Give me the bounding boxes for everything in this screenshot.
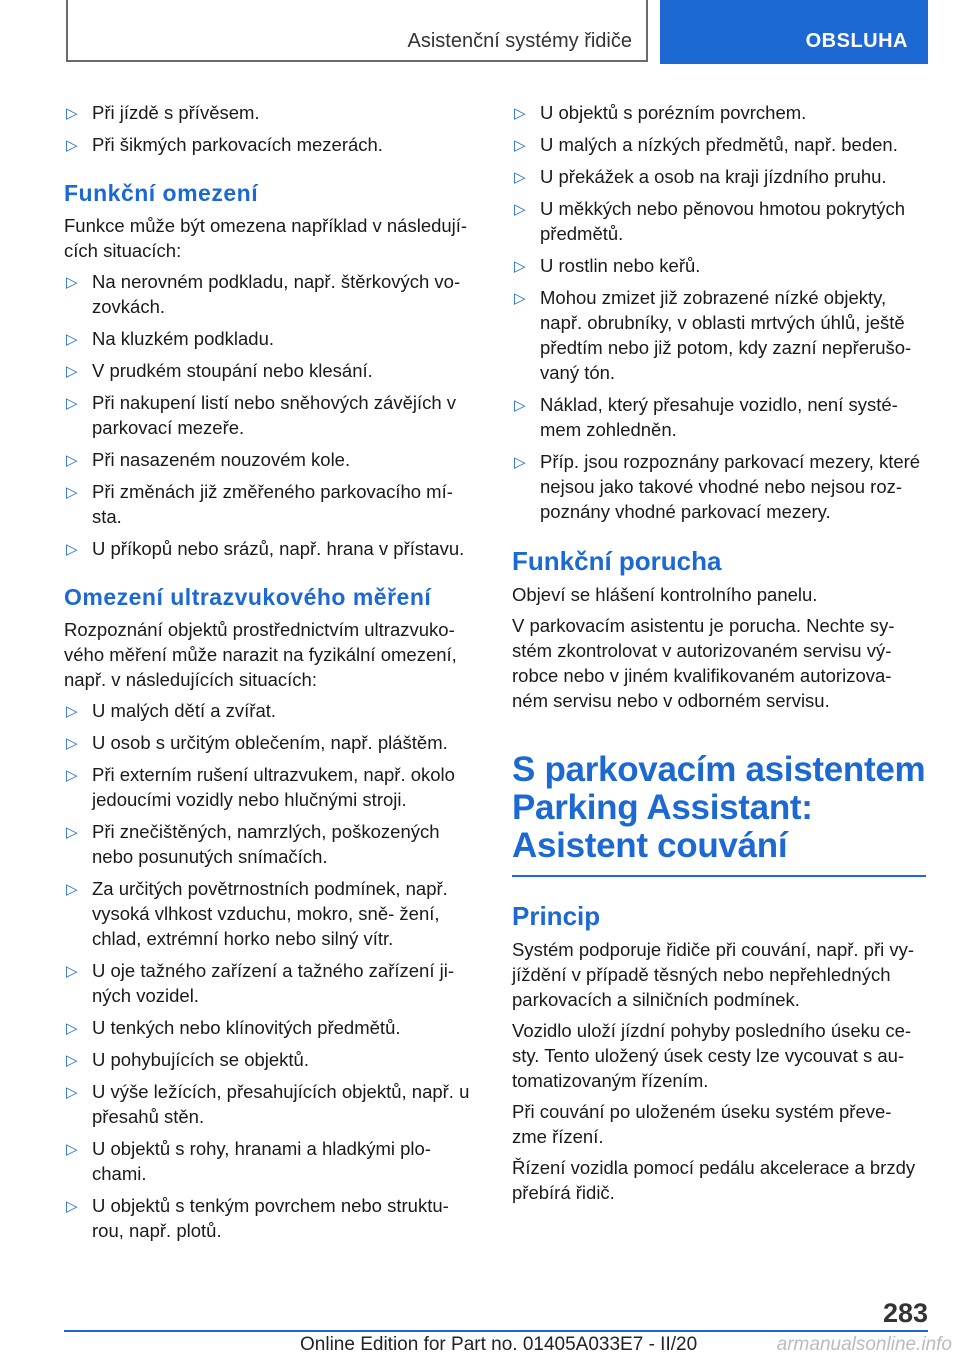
list-item: ▷ U malých dětí a zvířat. bbox=[64, 698, 478, 723]
list-item: ▷ U osob s určitým oblečením, např. pláštěm. bbox=[64, 730, 478, 755]
triangle-bullet-icon: ▷ bbox=[66, 331, 78, 348]
ultrasonic-text: Rozpoznání objektů prostřednictvím ultrazvuko- vého měření může narazit na fyzikální omezení, např. v následujících situacích: bbox=[64, 619, 457, 690]
list-item: ▷ Při externím rušení ultrazvukem, např. okolo jedoucími vozidly nebo hlučnými stroji. bbox=[66, 764, 455, 810]
principle-text-4: Řízení vozidla pomocí pedálu akcelerace a brzdy přebírá řidič. bbox=[512, 1157, 916, 1203]
list-item: ▷ Při znečištěných, namrzlých, poškozených nebo posunutých snímačích. bbox=[66, 821, 440, 867]
triangle-bullet-icon: ▷ bbox=[66, 452, 78, 469]
list-item: ▷ U malých a nízkých předmětů, např. beden. bbox=[512, 132, 926, 157]
triangle-bullet-icon: ▷ bbox=[66, 963, 78, 980]
list-item: ▷ Při nasazeném nouzovém kole. bbox=[64, 447, 478, 472]
limits-text: Funkce může být omezena například v následují- cích situacích: bbox=[64, 215, 468, 261]
list-item: ▷ U překážek a osob na kraji jízdního pruhu. bbox=[512, 164, 926, 189]
triangle-bullet-icon: ▷ bbox=[514, 454, 526, 471]
principle-heading: Princip bbox=[512, 901, 601, 931]
fault-text-2: V parkovacím asistentu je porucha. Nechte sy- stém zkontrolovat v autorizovaném servisu vý- robce nebo v jiném kvalifikovaném autorizova- ném servisu nebo v odborném servisu. bbox=[512, 615, 895, 711]
limits-list bbox=[64, 269, 478, 561]
triangle-bullet-icon: ▷ bbox=[66, 1052, 78, 1069]
list-item: ▷ Při jízdě s přívěsem. bbox=[64, 100, 478, 125]
list-item: ▷ U objektů s porézním povrchem. bbox=[512, 100, 926, 125]
triangle-bullet-icon: ▷ bbox=[514, 169, 526, 186]
watermark: armanualsonline.info bbox=[776, 1334, 952, 1355]
list-item: ▷ U objektů s rohy, hranami a hladkými plo- chami. bbox=[66, 1138, 431, 1184]
page-header bbox=[66, 0, 928, 64]
list-item: ▷ U rostlin nebo keřů. bbox=[512, 253, 926, 278]
intro-list bbox=[64, 100, 478, 157]
ultrasonic-list bbox=[64, 698, 478, 1243]
principle-text-3: Při couvání po uloženém úseku systém převe- zme řízení. bbox=[512, 1101, 892, 1147]
list-item: ▷ Za určitých povětrnostních podmínek, např. vysoká vlhkost vzduchu, mokro, sně- žení, chlad, extrémní horko nebo silný vítr. bbox=[66, 878, 448, 949]
list-item: ▷ Příp. jsou rozpoznány parkovací mezery, které nejsou jako takové vhodné nebo nejsou roz- poznány vhodné parkovací mezery. bbox=[514, 451, 921, 522]
page-number: 283 bbox=[882, 1298, 928, 1328]
triangle-bullet-icon: ▷ bbox=[66, 105, 78, 122]
triangle-bullet-icon: ▷ bbox=[66, 735, 78, 752]
list-item: ▷ V prudkém stoupání nebo klesání. bbox=[64, 358, 478, 383]
triangle-bullet-icon: ▷ bbox=[514, 258, 526, 275]
chapter-tab bbox=[660, 0, 928, 64]
section-title: Asistenční systémy řidiče bbox=[407, 30, 632, 52]
limits-heading: Funkční omezení bbox=[64, 180, 259, 206]
list-item: ▷ U výše ležících, přesahujících objektů, např. u přesahů stěn. bbox=[66, 1081, 470, 1127]
edition-text: Online Edition for Part no. 01405A033E7 - II/20 bbox=[300, 1334, 698, 1355]
chapter-title: OBSLUHA bbox=[805, 30, 908, 52]
left-column bbox=[64, 100, 478, 1250]
triangle-bullet-icon: ▷ bbox=[66, 137, 78, 154]
triangle-bullet-icon: ▷ bbox=[66, 1141, 78, 1158]
triangle-bullet-icon: ▷ bbox=[514, 105, 526, 122]
fault-text-1: Objeví se hlášení kontrolního panelu. bbox=[512, 584, 818, 605]
triangle-bullet-icon: ▷ bbox=[66, 1020, 78, 1037]
list-item: ▷ Při nakupení listí nebo sněhových závějích v parkovací mezeře. bbox=[66, 392, 457, 438]
list-item: ▷ U tenkých nebo klínovitých předmětů. bbox=[64, 1015, 478, 1040]
list-item: ▷ Při šikmých parkovacích mezerách. bbox=[64, 132, 478, 157]
list-item: ▷ Při změnách již změřeného parkovacího mí- sta. bbox=[66, 481, 453, 527]
triangle-bullet-icon: ▷ bbox=[66, 274, 78, 291]
triangle-bullet-icon: ▷ bbox=[514, 397, 526, 414]
section-tab bbox=[66, 0, 648, 62]
footer-divider bbox=[64, 1330, 928, 1332]
triangle-bullet-icon: ▷ bbox=[514, 137, 526, 154]
list-item: ▷ Na nerovném podkladu, např. štěrkových vo- zovkách. bbox=[66, 271, 461, 317]
fault-heading: Funkční porucha bbox=[512, 546, 722, 576]
triangle-bullet-icon: ▷ bbox=[66, 767, 78, 784]
list-item: ▷ Mohou zmizet již zobrazené nízké objekty, např. obrubníky, v oblasti mrtvých úhlů, ještě předtím nebo již potom, kdy zazní nepřerušo- vaný tón. bbox=[514, 287, 912, 383]
triangle-bullet-icon: ▷ bbox=[66, 1084, 78, 1101]
triangle-bullet-icon: ▷ bbox=[66, 484, 78, 501]
list-item: ▷ Náklad, který přesahuje vozidlo, není systé- mem zohledněn. bbox=[514, 394, 898, 440]
list-item: ▷ U příkopů nebo srázů, např. hrana v přístavu. bbox=[64, 536, 478, 561]
list-item: ▷ U pohybujících se objektů. bbox=[64, 1047, 478, 1072]
ultrasonic-heading: Omezení ultrazvukového měření bbox=[64, 584, 432, 610]
triangle-bullet-icon: ▷ bbox=[66, 824, 78, 841]
list-item: ▷ U oje tažného zařízení a tažného zařízení ji- ných vozidel. bbox=[66, 960, 454, 1006]
triangle-bullet-icon: ▷ bbox=[66, 1198, 78, 1215]
right-column bbox=[512, 100, 926, 1211]
triangle-bullet-icon: ▷ bbox=[514, 290, 526, 307]
triangle-bullet-icon: ▷ bbox=[66, 703, 78, 720]
heading-divider bbox=[512, 875, 926, 877]
triangle-bullet-icon: ▷ bbox=[66, 541, 78, 558]
principle-text-2: Vozidlo uloží jízdní pohyby posledního úseku ce- sty. Tento uložený úsek cesty lze vycouvat s au- tomatizovaným řízením. bbox=[512, 1020, 912, 1091]
list-item: ▷ Na kluzkém podkladu. bbox=[64, 326, 478, 351]
triangle-bullet-icon: ▷ bbox=[66, 881, 78, 898]
list-item: ▷ U objektů s tenkým povrchem nebo struktu- rou, např. plotů. bbox=[66, 1195, 449, 1241]
main-heading: S parkovacím asistentem Parking Assistant: Asistent couvání bbox=[512, 750, 926, 865]
ultrasonic-list-continued bbox=[512, 100, 926, 524]
triangle-bullet-icon: ▷ bbox=[514, 201, 526, 218]
triangle-bullet-icon: ▷ bbox=[66, 363, 78, 380]
principle-text-1: Systém podporuje řidiče při couvání, např. při vy- jíždění v případě těsných nebo nepřehledných parkovacích a silničních podmínek. bbox=[512, 939, 915, 1010]
list-item: ▷ U měkkých nebo pěnovou hmotou pokrytých předmětů. bbox=[514, 198, 906, 244]
triangle-bullet-icon: ▷ bbox=[66, 395, 78, 412]
